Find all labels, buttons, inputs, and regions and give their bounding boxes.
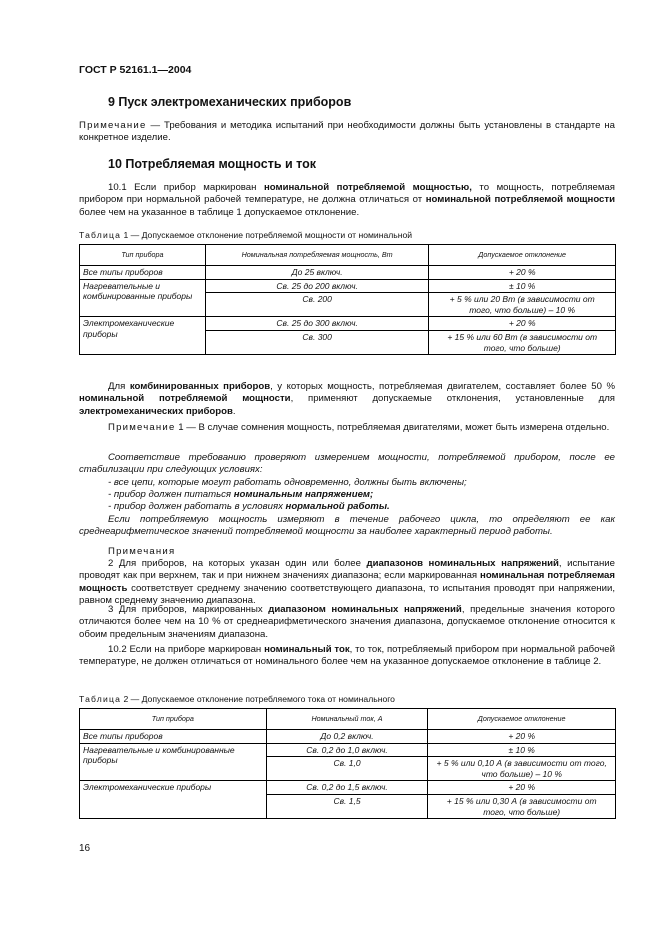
table-row: Нагревательные и комбинированные приборы Св. 0,2 до 1,0 включ. ± 10 %	[80, 743, 616, 757]
table-header-row: Тип прибора Номинальный ток, А Допускаемое отклонение	[80, 709, 616, 730]
para-10-1: 10.1 Если прибор маркирован номинальной потребляемой мощностью, то мощность, потребляемая прибором при нормальной рабочей температуре, не должна отличаться от номинальной потребляемой мощности более чем на указанное в таблице 1 допускаемое отклонение.	[79, 182, 615, 218]
note-3: 3 Для приборов, маркированных диапазоном номинальных напряжений, предельные значения которого отличаются более чем на 10 % от среднеарифметического значения диапазона, допускаемое отклонение относится к обоим предельным значениям диапазона.	[79, 604, 615, 640]
table-row: Электромеханические приборы Св. 0,2 до 1,5 включ. + 20 %	[80, 781, 616, 795]
compliance-line-1: Соответствие требованию проверяют измерением мощности, потребляемой прибором, после ее стабилизации при следующих условиях:	[79, 452, 615, 476]
table-header-row: Тип прибора Номинальная потребляемая мощность, Вт Допускаемое отклонение	[80, 245, 616, 266]
doc-header: ГОСТ Р 52161.1—2004	[79, 64, 192, 76]
notes-label: Примечания	[108, 546, 176, 557]
table-row: Все типы приборов До 25 включ. + 20 %	[80, 266, 616, 280]
table-2-caption: Таблица 2 — Допускаемое отклонение потребляемого тока от номинального	[79, 694, 395, 704]
note-1: Примечание 1 — В случае сомнения мощность, потребляемая двигателями, может быть измерена отдельно.	[108, 422, 610, 433]
table-row: Электромеханические приборы Св. 25 до 300 включ. + 20 %	[80, 317, 616, 331]
table-row: Св. 300 + 15 % или 60 Вт (в зависимости от того, что больше)	[80, 330, 616, 354]
table-row: Св. 200 + 5 % или 20 Вт (в зависимости от того, что больше) – 10 %	[80, 293, 616, 317]
compliance-line-4: - прибор должен работать в условиях нормальной работы.	[108, 501, 390, 512]
compliance-line-2: - все цепи, которые могут работать одновременно, должны быть включены;	[108, 477, 467, 488]
section-9-title: 9 Пуск электромеханических приборов	[108, 95, 352, 109]
page-number: 16	[79, 843, 91, 854]
table-row: Св. 1,0 + 5 % или 0,10 А (в зависимости от того, что больше) – 10 %	[80, 757, 616, 781]
table-1	[79, 244, 616, 355]
note-2: 2 Для приборов, на которых указан один или более диапазонов номинальных напряжений, испытание проводят как при верхнем, так и при нижнем значениях диапазона; если маркированная номинальная потребляемая мощность соответствует среднему значению соответствующего диапазона, то испытания проводят при напряжении, равном среднему значению диапазона.	[79, 558, 615, 606]
table-row: Нагревательные и комбинированные приборы Св. 25 до 200 включ. ± 10 %	[80, 279, 616, 293]
compliance-line-3: - прибор должен питаться номинальным напряжением;	[108, 489, 374, 500]
table-row: Св. 1,5 + 15 % или 0,30 А (в зависимости от того, что больше)	[80, 794, 616, 818]
para-combined-devices: Для комбинированных приборов, у которых мощность, потребляемая двигателем, составляет более 50 % номинальной потребляемой мощности, применяют допускаемые отклонения, установленные для электромеханических приборов.	[79, 381, 615, 417]
table-row: Все типы приборов До 0,2 включ. + 20 %	[80, 730, 616, 744]
section-9-note: Примечание — Требования и методика испытаний при необходимости должны быть установлены в стандарте на конкретное изделие.	[79, 120, 615, 144]
compliance-line-5: Если потребляемую мощность измеряют в течение рабочего цикла, то определяют ее как среднеарифметическое значений потребляемой мощности за наиболее характерный период работы.	[79, 514, 615, 538]
table-2	[79, 708, 616, 819]
section-10-title: 10 Потребляемая мощность и ток	[108, 157, 316, 171]
table-1-caption: Таблица 1 — Допускаемое отклонение потребляемой мощности от номинальной	[79, 230, 413, 240]
para-10-2: 10.2 Если на приборе маркирован номинальный ток, то ток, потребляемый прибором при нормальной рабочей температуре, не должен отличаться от номинального более чем на указанное допускаемое отклонение в таблице 2.	[79, 644, 615, 668]
